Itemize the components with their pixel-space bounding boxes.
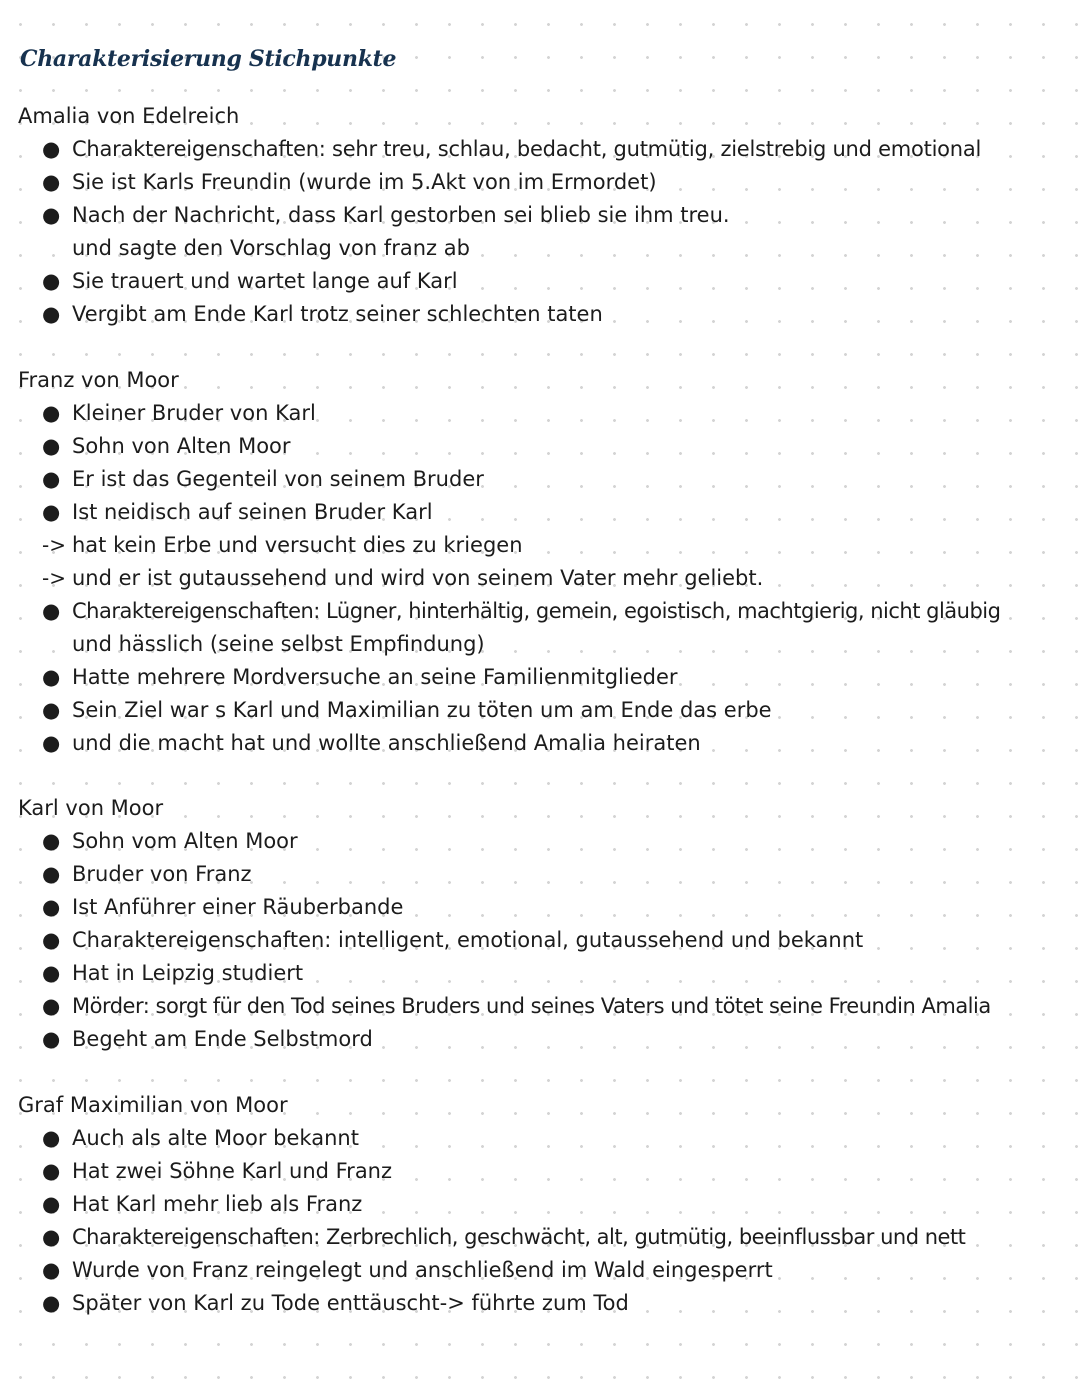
section-karl (18, 792, 991, 1056)
list-item-text: Sie ist Karls Freundin (wurde im 5.Akt von im Ermordet) (72, 170, 657, 194)
section-franz (18, 364, 1000, 760)
list-item (18, 858, 991, 891)
list-item-text: Hat in Leipzig studiert (72, 961, 304, 985)
list-item-arrow (18, 562, 1000, 595)
list-item (18, 166, 981, 199)
list-item (18, 133, 981, 166)
list-item-text: Sie trauert und wartet lange auf Karl (72, 269, 458, 293)
list-item (18, 825, 991, 858)
list-item-text: Charaktereigenschaften: Lügner, hinterhältig, gemein, egoistisch, machtgierig, nicht gläubig (72, 599, 1001, 623)
list-item (18, 199, 981, 232)
list-item (18, 891, 991, 924)
bullet-marker: ● (42, 203, 61, 227)
list-item-text: Charaktereigenschaften: sehr treu, schlau, bedacht, gutmütig, zielstrebig und emotional (72, 137, 982, 161)
list-item-text: Nach der Nachricht, dass Karl gestorben sei blieb sie ihm treu. (72, 203, 730, 227)
list-item (18, 298, 981, 331)
section-maximilian (18, 1089, 965, 1320)
list-item-continuation (18, 232, 981, 265)
bullet-marker: ● (42, 1159, 61, 1183)
section-heading: Franz von Moor (18, 368, 179, 392)
bullet-marker: ● (42, 862, 61, 886)
bullet-marker: ● (42, 1225, 60, 1249)
bullet-marker: ● (42, 137, 61, 161)
bullet-marker: ● (42, 1027, 61, 1051)
list-item (18, 496, 1000, 529)
list-item-text: Sein Ziel war s Karl und Maximilian zu töten um am Ende das erbe (72, 698, 772, 722)
bullet-marker: ● (42, 599, 60, 623)
bullet-marker: ● (42, 698, 61, 722)
bullet-marker: ● (42, 829, 61, 853)
list-item-text: Ist Anführer einer Räuberbande (72, 895, 404, 919)
bullet-marker: ● (42, 961, 61, 985)
section-amalia (18, 100, 981, 331)
list-item-text: Charaktereigenschaften: Zerbrechlich, geschwächt, alt, gutmütig, beeinflussbar und nett (72, 1225, 966, 1249)
list-item (18, 924, 991, 957)
list-item-text: Hatte mehrere Mordversuche an seine Familienmitglieder (72, 665, 678, 689)
bullet-marker: ● (42, 302, 61, 326)
list-item-text: Sohn vom Alten Moor (72, 829, 298, 853)
list-item (18, 957, 991, 990)
list-item-text: Hat zwei Söhne Karl und Franz (72, 1159, 393, 1183)
list-item-continuation (18, 628, 1000, 661)
list-item (18, 1287, 965, 1320)
list-item-text: Hat Karl mehr lieb als Franz (72, 1192, 363, 1216)
list-item (18, 397, 1000, 430)
bullet-marker: ● (42, 170, 61, 194)
list-item-text: Kleiner Bruder von Karl (72, 401, 316, 425)
page-title: Charakterisierung Stichpunkte (20, 46, 397, 72)
list-item-text: hat kein Erbe und versucht dies zu kriegen (72, 533, 523, 557)
list-item (18, 1155, 965, 1188)
list-item-text: Später von Karl zu Tode enttäuscht-> führte zum Tod (72, 1291, 629, 1315)
list-item (18, 1188, 965, 1221)
bullet-marker: ● (42, 1126, 61, 1150)
list-item-arrow (18, 529, 1000, 562)
bullet-marker: ● (42, 665, 61, 689)
section-heading: Amalia von Edelreich (18, 104, 240, 128)
list-item-text: Wurde von Franz reingelegt und anschließend im Wald eingesperrt (72, 1258, 773, 1282)
list-item (18, 463, 1000, 496)
list-item-text: Mörder: sorgt für den Tod seines Bruders und seines Vaters und tötet seine Freundin Amalia (72, 994, 991, 1018)
bullet-marker: ● (42, 928, 61, 952)
section-heading: Graf Maximilian von Moor (18, 1093, 288, 1117)
list-item (18, 727, 1000, 760)
list-item (18, 661, 1000, 694)
bullet-marker: ● (42, 1192, 61, 1216)
list-item (18, 990, 991, 1023)
list-item-text: Vergibt am Ende Karl trotz seiner schlechten taten (72, 302, 603, 326)
section-heading: Karl von Moor (18, 796, 164, 820)
bullet-marker: ● (42, 994, 60, 1018)
list-item-text: und er ist gutaussehend und wird von seinem Vater mehr geliebt. (72, 566, 764, 590)
list-item (18, 1254, 965, 1287)
list-item-text: und hässlich (seine selbst Empfindung) (72, 632, 485, 656)
list-item-text: Auch als alte Moor bekannt (72, 1126, 359, 1150)
arrow-marker: -> (42, 566, 66, 590)
list-item-text: und sagte den Vorschlag von franz ab (72, 236, 470, 260)
list-item (18, 1023, 991, 1056)
bullet-marker: ● (42, 1291, 61, 1315)
list-item (18, 265, 981, 298)
list-item (18, 595, 1000, 628)
list-item-text: Begeht am Ende Selbstmord (72, 1027, 373, 1051)
list-item (18, 694, 1000, 727)
bullet-marker: ● (42, 434, 61, 458)
arrow-marker: -> (42, 533, 66, 557)
list-item (18, 1122, 965, 1155)
list-item-text: Er ist das Gegenteil von seinem Bruder (72, 467, 484, 491)
bullet-marker: ● (42, 467, 61, 491)
list-item-text: Bruder von Franz (72, 862, 252, 886)
bullet-marker: ● (42, 269, 61, 293)
bullet-marker: ● (42, 895, 61, 919)
bullet-marker: ● (42, 731, 61, 755)
list-item-text: Sohn von Alten Moor (72, 434, 291, 458)
bullet-marker: ● (42, 1258, 61, 1282)
list-item-text: Ist neidisch auf seinen Bruder Karl (72, 500, 433, 524)
bullet-marker: ● (42, 401, 61, 425)
list-item-text: und die macht hat und wollte anschließend Amalia heiraten (72, 731, 701, 755)
list-item (18, 1221, 965, 1254)
list-item-text: Charaktereigenschaften: intelligent, emotional, gutaussehend und bekannt (72, 928, 864, 952)
list-item (18, 430, 1000, 463)
bullet-marker: ● (42, 500, 61, 524)
